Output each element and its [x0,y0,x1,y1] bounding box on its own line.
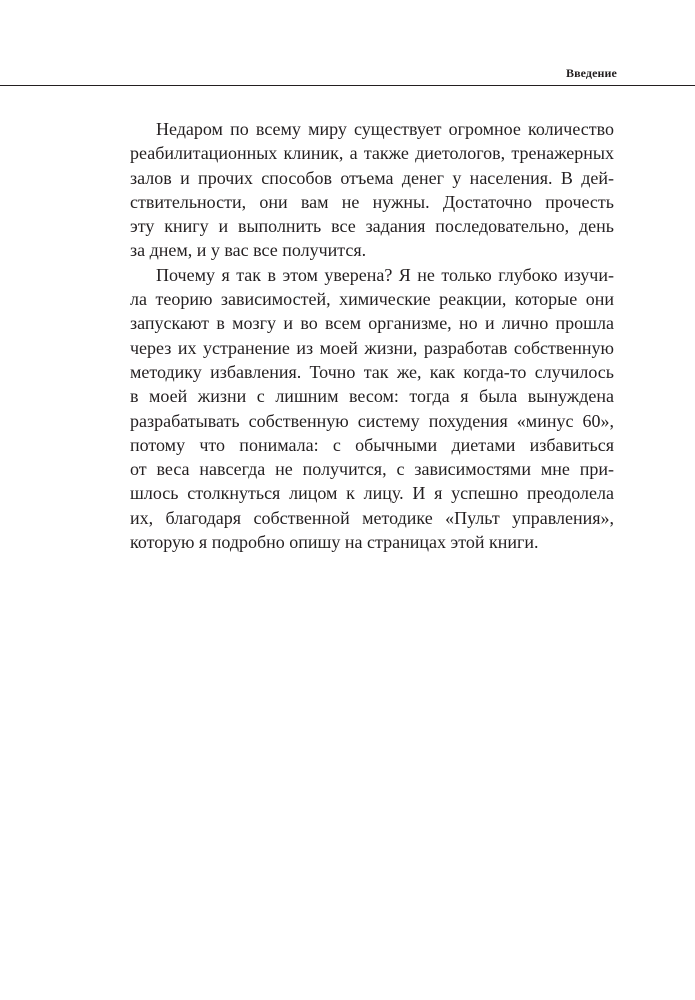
text-line: ла теорию зависимостей, химические реакции, которые они [130,289,614,310]
running-header-title: Введение [565,66,617,80]
paragraph-1 [130,117,614,263]
running-header [0,0,695,86]
text-line: методику избавления. Точно так же, как когда-то случилось [130,361,614,382]
text-line: залов и прочих способов отъема денег у населения. В дей- [130,167,614,188]
text-line: Недаром по всему миру существует огромное количество [156,119,614,139]
text-line: шлось столкнуться лицом к лицу. И я успешно преодолела [130,483,614,504]
text-line: реабилитационных клиник, а также диетологов, тренажерных [130,143,614,164]
text-line: через их устранение из моей жизни, разработав собственную [130,337,614,358]
text-line: эту книгу и выполнить все задания последовательно, день [130,216,614,237]
body-text [130,117,614,554]
text-line: Почему я так в этом уверена? Я не только глубоко изучи- [156,264,614,285]
text-line: которую я подробно опишу на страницах этой книги. [130,532,539,553]
text-line: за днем, и у вас все получится. [130,240,367,261]
text-line: потому что понимала: с обычными диетами избавиться [130,434,614,455]
text-line: от веса навсегда не получится, с зависимостями мне при- [130,459,614,480]
text-line: в моей жизни с лишним весом: тогда я была вынуждена [130,386,614,407]
text-line: их, благодаря собственной методике «Пульт управления», [130,507,614,528]
text-line: разрабатывать собственную систему похудения «минус 60», [130,410,614,431]
text-line: запускают в мозгу и во всем организме, но и лично прошла [130,313,614,334]
paragraph-2 [130,263,614,555]
text-line: ствительности, они вам не нужны. Достаточно прочесть [130,191,614,212]
